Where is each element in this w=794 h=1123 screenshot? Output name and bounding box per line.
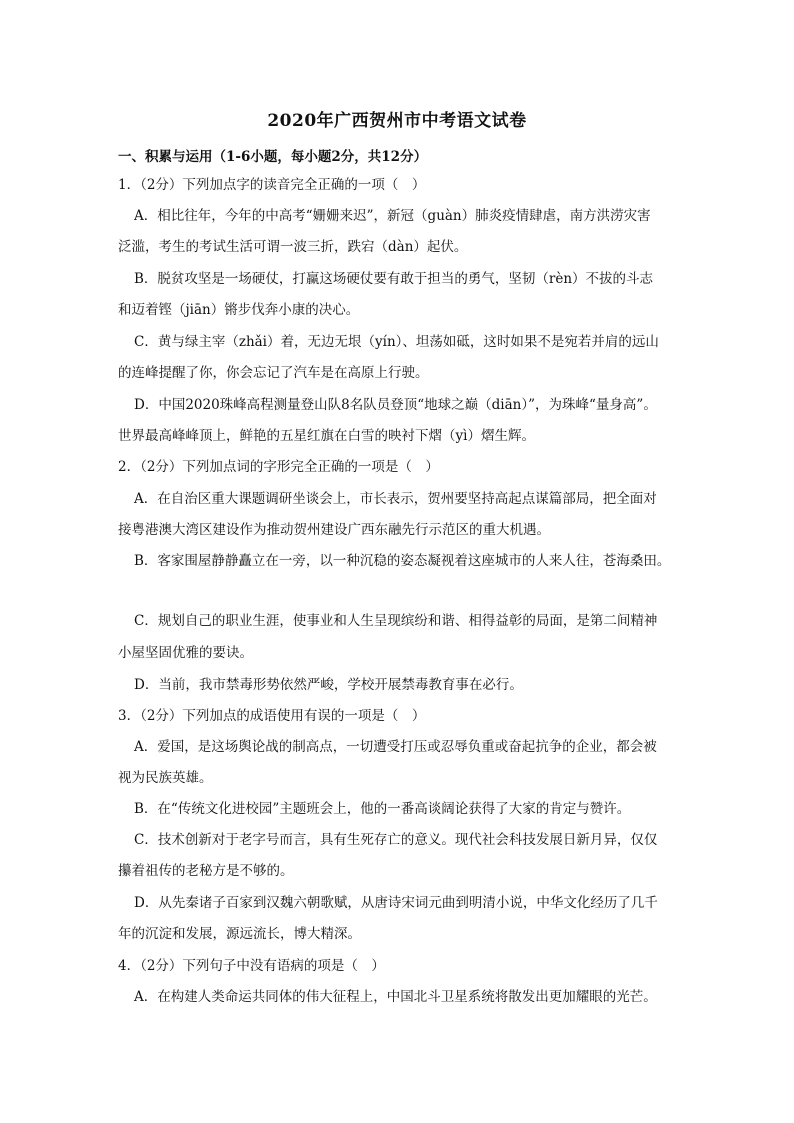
section-heading: 一、积累与运用（1-6小题，每小题2分，共12分） (118, 149, 428, 165)
q3-option-a: A．爱国，是这场舆论战的制高点，一切遭受打压或忍辱负重或奋起抗争的企业，都会被 (134, 739, 657, 755)
q1-stem: 1．（2分）下列加点字的读音完全正确的一项（ ） (118, 177, 426, 193)
q2-option-c-cont: 小屋坚固优雅的要诀。 (118, 645, 253, 661)
q4-option-a: A．在构建人类命运共同体的伟大征程上，中国北斗卫星系统将散发出更加耀眼的光芒。 (134, 989, 657, 1005)
q3-option-d-cont: 年的沉淀和发展，源远流长，博大精深。 (118, 926, 361, 942)
q2-option-c: C．规划自己的职业生涯，使事业和人生呈现缤纷和谐、相得益彰的局面，是第二间精神 (134, 613, 658, 629)
q1-option-c-cont: 的连峰提醒了你，你会忘记了汽车是在高原上行驶。 (118, 365, 429, 381)
q3-option-a-cont: 视为民族英雄。 (118, 770, 213, 786)
q2-option-b: B．客家围屋静静矗立在一旁，以一种沉稳的姿态凝视着这座城市的人来人往，苍海桑田。 (134, 553, 671, 569)
q3-option-b: B．在“传统文化进校园”主题班会上，他的一番高谈阔论获得了大家的肯定与赞许。 (134, 801, 631, 817)
q3-option-c-cont: 攥着祖传的老秘方是不够的。 (118, 863, 294, 879)
q3-option-d: D．从先秦诸子百家到汉魏六朝歌赋，从唐诗宋词元曲到明清小说，中华文化经历了几千 (134, 895, 658, 911)
q3-option-c: C．技术创新对于老字号而言，具有生死存亡的意义。现代社会科技发展日新月异，仅仅 (134, 832, 658, 848)
q2-option-a: A．在自治区重大课题调研坐谈会上，市长表示，贺州要坚持高起点谋篇部局，把全面对 (134, 491, 657, 507)
q1-option-b: B．脱贫攻坚是一场硬仗，打赢这场硬仗要有敢于担当的勇气，坚韧（rèn）不拔的斗志 (134, 271, 654, 287)
q1-option-b-cont: 和迈着铿（jiān）锵步伐奔小康的决心。 (118, 302, 360, 318)
q1-option-d: D．中国2020珠峰高程测量登山队8名队员登顶“地球之巅（diān）”，为珠峰“量身高”。 (134, 397, 657, 413)
q2-option-a-cont: 接粤港澳大湾区建设作为推动贺州建设广西东融先行示范区的重大机遇。 (118, 522, 550, 538)
q2-stem: 2．（2分）下列加点词的字形完全正确的一项是（ ） (118, 459, 439, 475)
q1-option-c: C．黄与绿主宰（zhǎi）着，无边无垠（yín）、坦荡如砥，这时如果不是宛若并肩的远山 (134, 334, 659, 350)
q2-option-d: D．当前，我市禁毒形势依然严峻，学校开展禁毒教育事在必行。 (134, 677, 523, 693)
q1-option-a-cont: 泛滥，考生的考试生活可谓一波三折，跌宕（dàn）起伏。 (118, 239, 468, 255)
q1-option-a: A．相比往年，今年的中高考“姗姗来迟”，新冠（guàn）肺炎疫情肆虐，南方洪涝灾害 (134, 208, 651, 224)
q4-stem: 4．（2分）下列句子中没有语病的项是（ ） (118, 958, 385, 974)
page-title: 2020年广西贺州市中考语文试卷 (267, 111, 527, 131)
q3-stem: 3．（2分）下列加点的成语使用有误的一项是（ ） (118, 708, 426, 724)
q1-option-d-cont: 世界最高峰峰顶上，鲜艳的五星红旗在白雪的映衬下熠（yì）熠生辉。 (118, 428, 535, 444)
